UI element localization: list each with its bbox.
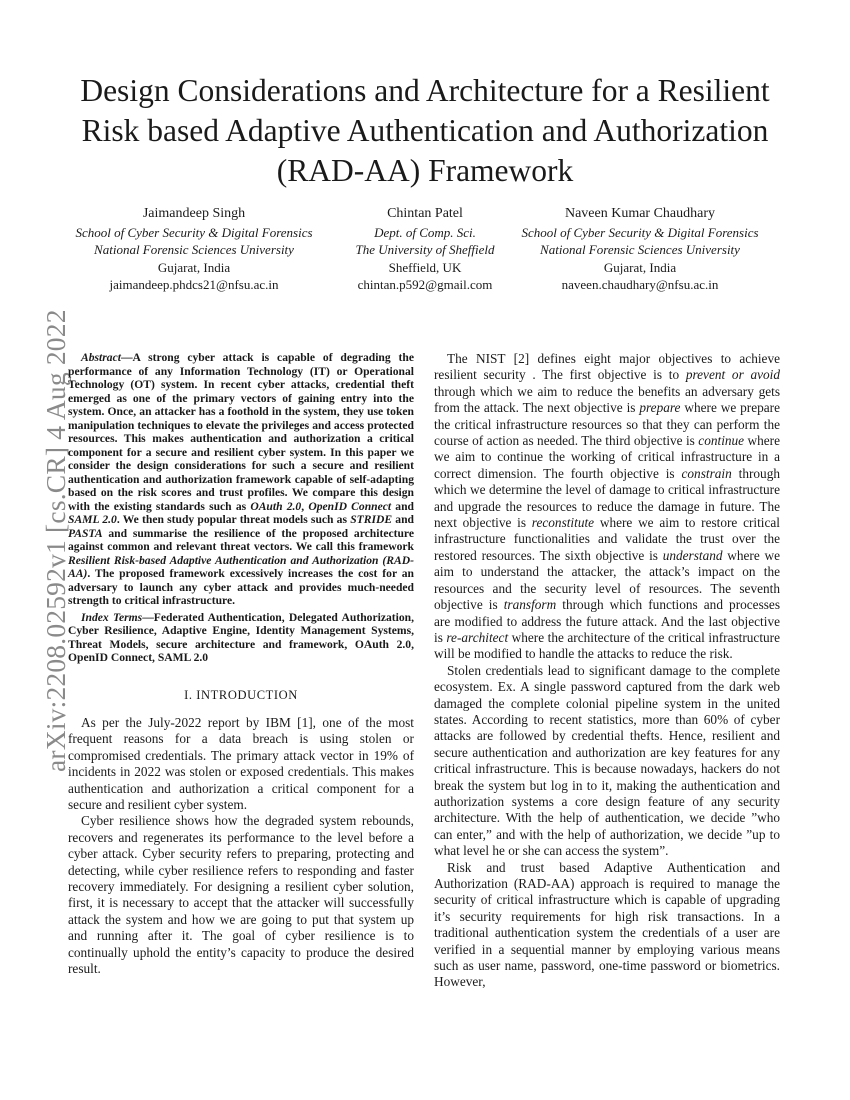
author-block-1 xyxy=(60,205,328,294)
author-name: Jaimandeep Singh xyxy=(142,206,246,221)
abstract: Abstract—A strong cyber attack is capable of degrading the performance of any Information Technology (IT) or Operational Technology (OT) system. In recent cyber attacks, credential theft emerged as one of the primary vectors of gaining entry into the system. Once, an attacker has a foothold in the system, they use token manipulation techniques to elevate the privileges and access protected resources. This makes authentication and authorization a critical component for a secure and resilient cyber system. In this paper we consider the design considerations for such a secure and resilient authentication and authorization framework capable of self-adapting based on the risk scores and trust profiles. We compare this design with the existing standards such as OAuth 2.0, OpenID Connect and SAML 2.0. We then study popular threat models such as STRIDE and PASTA and summarise the resilience of the proposed architecture against common and relevant threat vectors. We call this framework Resilient Risk-based Adaptive Authentication and Authorization (RAD-AA). The proposed framework excessively increases the cost for an adversary to launch any cyber attack and provides much-needed strength to critical infrastructure. xyxy=(68,351,414,607)
right-column xyxy=(434,351,780,991)
author-dept: Dept. of Comp. Sci. xyxy=(374,224,476,240)
body-paragraph: The NIST [2] defines eight major objectives to achieve resilient security . The first objective is to prevent or avoid through which we aim to reduce the benefits an adversary gets from the attack. The next objective is prepare where we prepare the critical infrastructure resources so that they can perform the course of action as needed. The third objective is continue where we aim to continue the working of critical infrastructure in a correct dimension. The fourth objective is constrain through which we determine the level of damage to critical infrastructure and upgrade the resources to reduce the damage in future. The next objective is reconstitute where we aim to restore critical infrastructure functionalities and validate the trust over the restored resources. The sixth objective is understand where we aim to understand the attacker, the attack’s impact on the resources and the security level of resources. The seventh objective is transform through which functions and processes are modified to address the future attack. And the last objective is re-architect where the architecture of the critical infrastructure will be modified to handle the attacks to reduce the risk. xyxy=(434,351,781,662)
author-dept: School of Cyber Security & Digital Forensics xyxy=(75,224,313,240)
abstract-label: Abstract xyxy=(81,351,121,364)
author-org: National Forensic Sciences University xyxy=(94,242,294,257)
paper-title: Design Considerations and Architecture for a Resilient Risk based Adaptive Authentication and Authorization (RAD-AA) Framework xyxy=(80,73,770,188)
author-location: Sheffield, UK xyxy=(388,259,462,275)
body-paragraph: Stolen credentials lead to significant damage to the complete ecosystem. Ex. A single password captured from the dark web damaged the complete colonial pipeline system in the united states. According to recent statistics, more than 60% of cyber attacks are followed by credential thefts. Hence, resilient and secure authentication and authorization are key features for any critical infrastructure. This is because nowadays, hackers do not break the system but log in to it, making the authentication and authorization systems a core design feature of any security architecture. With the help of authentication, we decide ”who can enter,” and with the help of authorization, we decide ”up to what level he or she can access the system”. xyxy=(434,662,780,859)
author-email: chintan.p592@gmail.com xyxy=(357,277,493,292)
left-column xyxy=(68,351,414,977)
author-block-2 xyxy=(336,205,514,294)
author-email: jaimandeep.phdcs21@nfsu.ac.in xyxy=(109,277,279,292)
body-paragraph: Cyber resilience shows how the degraded system rebounds, recovers and regenerates its performance to the level before a cyber attack. Cyber security refers to preparing, protecting and detecting, while cyber resilience refers to responding and faster recovery immediately. For designing a resilient cyber solution, first, it is necessary to accept that the attacker will successfully attack the system and how we are going to put that system up and running after it. The goal of cyber resilience is to continually uphold the entity’s capacity to produce the desired result. xyxy=(68,813,414,976)
author-name: Chintan Patel xyxy=(387,206,463,221)
author-location: Gujarat, India xyxy=(157,259,231,275)
author-org: National Forensic Sciences University xyxy=(540,242,740,257)
author-name: Naveen Kumar Chaudhary xyxy=(564,206,716,221)
section-heading-introduction: I. INTRODUCTION xyxy=(184,687,298,702)
arxiv-identifier: arXiv:2208.02592v1 [cs.CR] 4 Aug 2022 xyxy=(40,309,71,772)
body-paragraph: As per the July-2022 report by IBM [1], one of the most frequent reasons for a data breach is using stolen or compromised credentials. The primary attack vector in 19% of incidents in 2022 was stolen or exposed credentials. This makes authentication and authorization a critical component for a secure and resilient cyber system. xyxy=(68,714,414,812)
body-paragraph: Risk and trust based Adaptive Authentication and Authorization (RAD-AA) approach is required to manage the security of critical infrastructure which is capable of upgrading it’s security requirements for high risk transactions. In a traditional authentication system the credentials of a user are verified in a sequential manner by employing various means such as user name, password, one-time password or biometrics. However, xyxy=(434,859,780,990)
author-dept: School of Cyber Security & Digital Forensics xyxy=(521,224,759,240)
author-email: naveen.chaudhary@nfsu.ac.in xyxy=(561,277,719,292)
index-terms-label: Index Terms xyxy=(81,610,143,624)
author-org: The University of Sheffield xyxy=(355,242,495,257)
index-terms: Index Terms—Federated Authentication, Delegated Authorization, Cyber Resilience, Adaptive Engine, Identity Management Systems, Threat Models, secure architecture and framework, OAuth 2.0, OpenID Connect, SAML 2.0 xyxy=(68,610,414,664)
author-block-3 xyxy=(506,205,774,294)
author-location: Gujarat, India xyxy=(603,259,677,275)
